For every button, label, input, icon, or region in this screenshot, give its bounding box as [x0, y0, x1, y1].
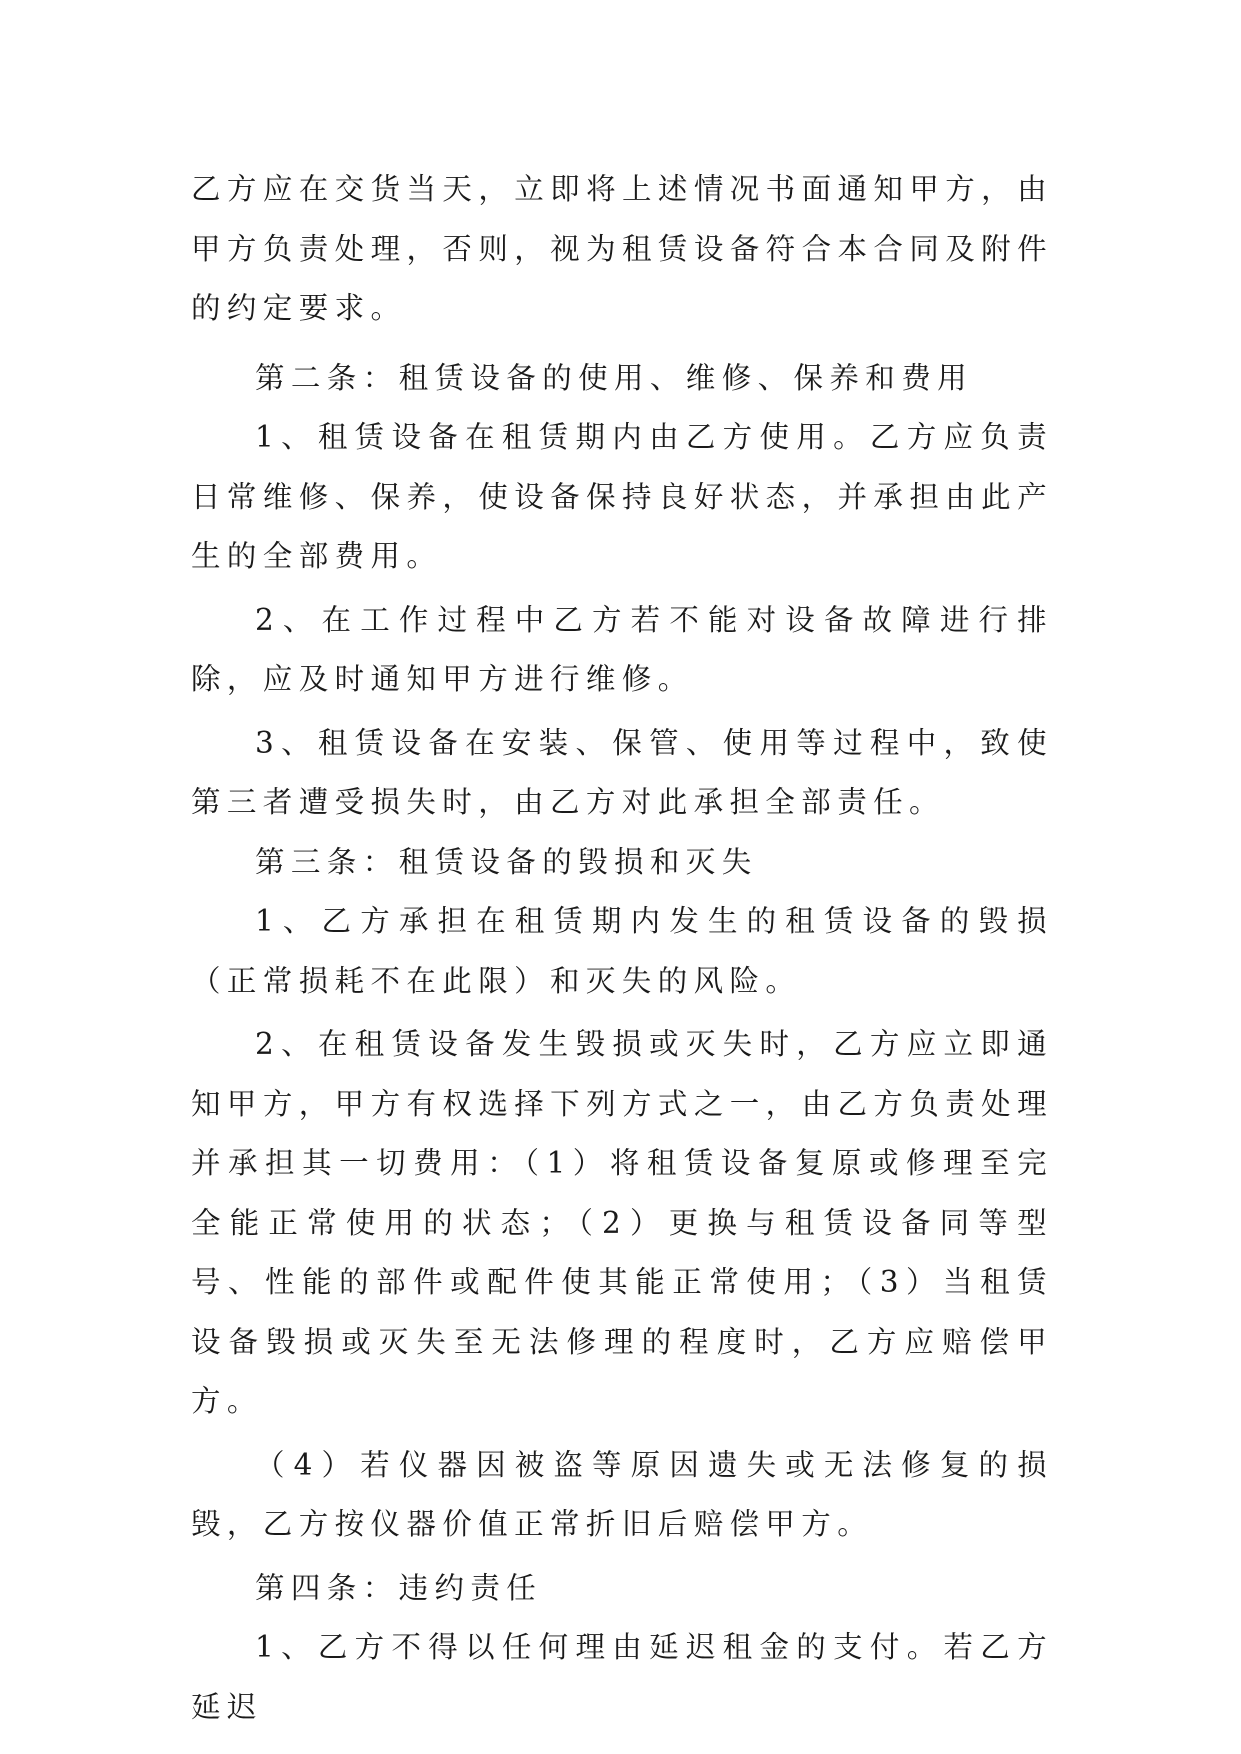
paragraph-delivery-notice: 乙方应在交货当天，立即将上述情况书面通知甲方，由甲方负责处理，否则，视为租赁设备符合本合同及附件的约定要求。 — [191, 172, 1053, 325]
article-three-heading: 第三条：租赁设备的毁损和灭失 — [255, 844, 758, 879]
article-four-heading: 第四条：违约责任 — [255, 1570, 543, 1605]
article-four-clause-1: 1、乙方不得以任何理由延迟租金的支付。若乙方延迟 — [191, 1630, 1053, 1724]
article-two-heading: 第二条：租赁设备的使用、维修、保养和费用 — [255, 360, 974, 395]
article-three-clause-2: 2、在租赁设备发生毁损或灭失时，乙方应立即通知甲方，甲方有权选择下列方式之一，由乙方负责处理并承担其一切费用：（1）将租赁设备复原或修理至完全能正常使用的状态；（2）更换与租赁设备同等型号、性能的部件或配件使其能正常使用；（3）当租赁设备毁损或灭失至无法修理的程度时，乙方应赔偿甲方。 — [191, 1027, 1053, 1418]
article-two-clause-2: 2、在工作过程中乙方若不能对设备故障进行排除，应及时通知甲方进行维修。 — [191, 602, 1053, 696]
article-two-clause-1: 1、租赁设备在租赁期内由乙方使用。乙方应负责日常维修、保养，使设备保持良好状态，并承担由此产生的全部费用。 — [191, 420, 1053, 573]
document-body — [191, 160, 1053, 1737]
article-three-clause-2-item-4: （4）若仪器因被盗等原因遗失或无法修复的损毁，乙方按仪器价值正常折旧后赔偿甲方。 — [191, 1447, 1053, 1541]
article-two-clause-3: 3、租赁设备在安装、保管、使用等过程中，致使第三者遭受损失时，由乙方对此承担全部责任。 — [191, 725, 1053, 819]
article-three-clause-1: 1、乙方承担在租赁期内发生的租赁设备的毁损（正常损耗不在此限）和灭失的风险。 — [191, 904, 1053, 998]
